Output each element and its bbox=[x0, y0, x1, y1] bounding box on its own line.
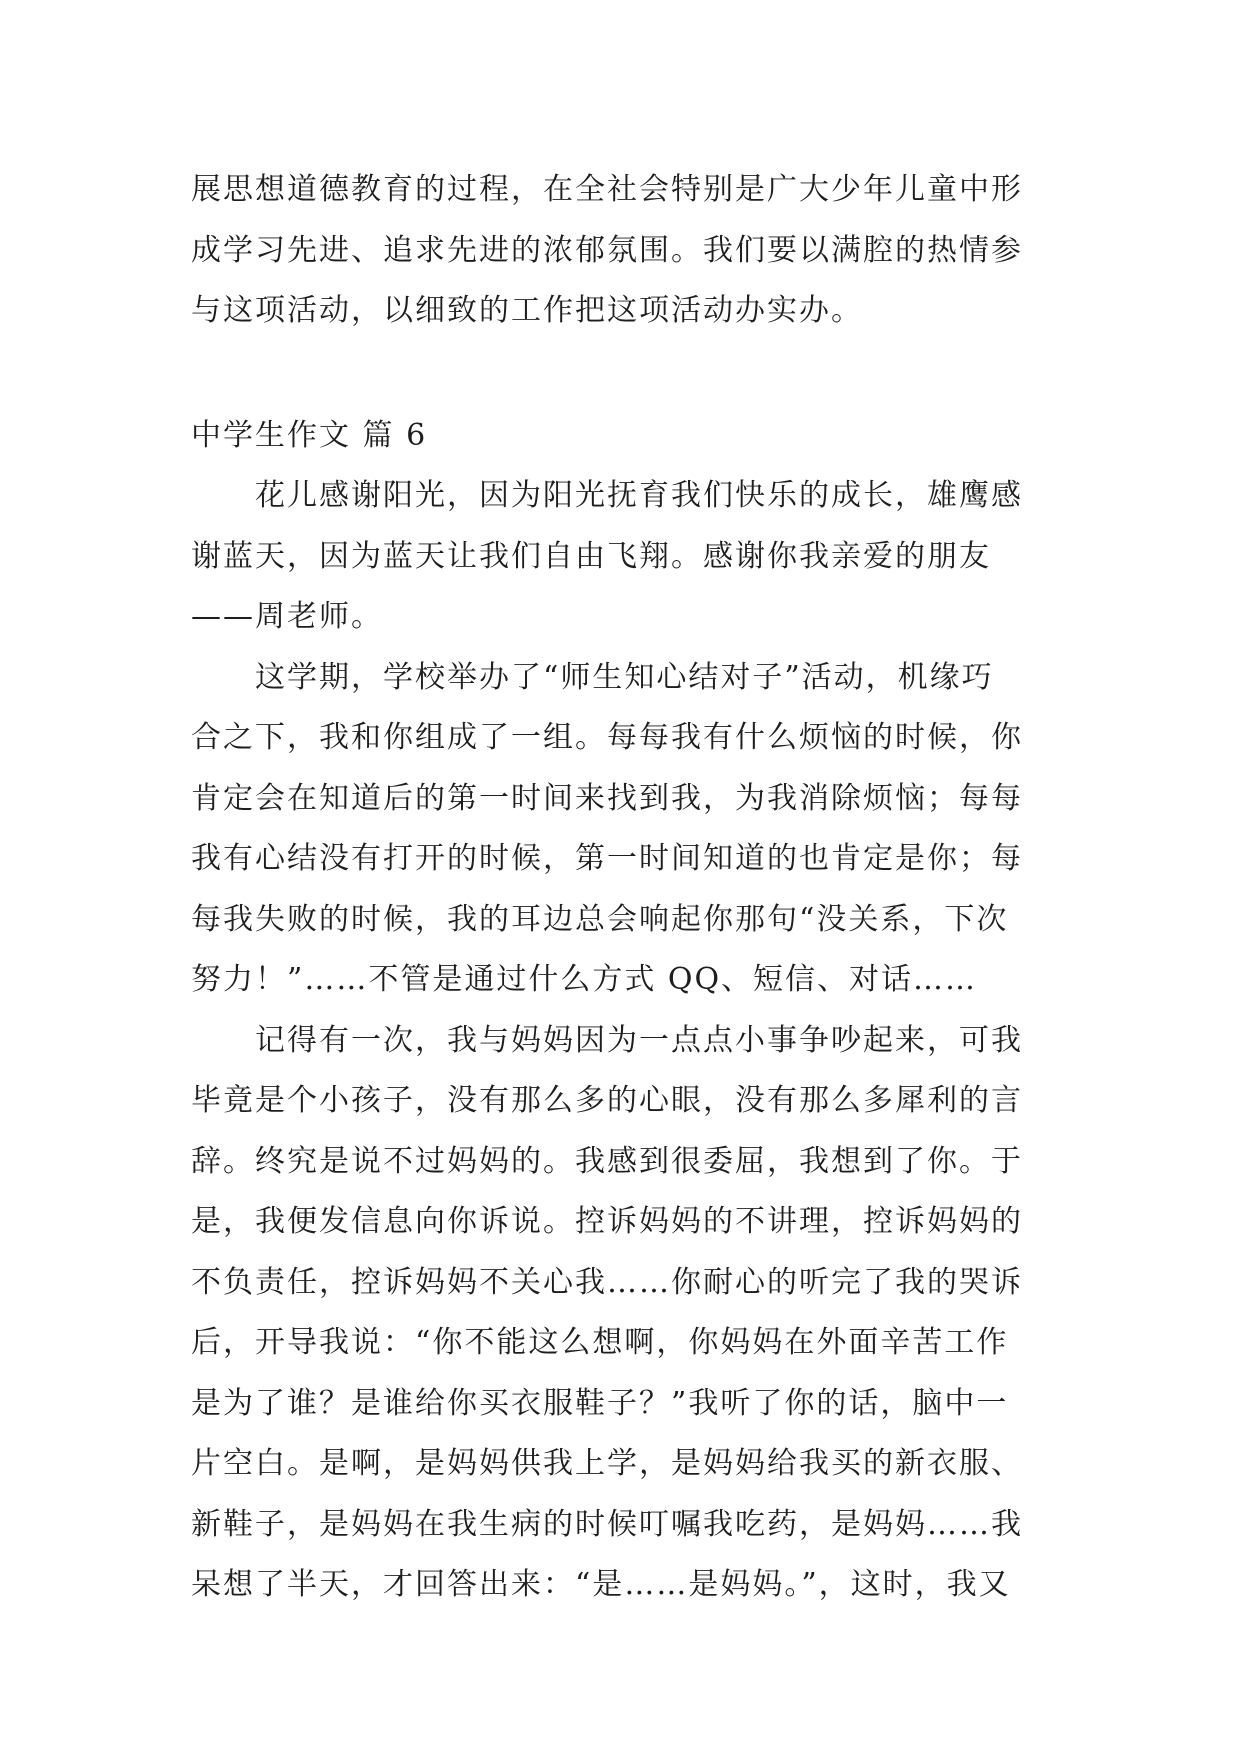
text-line: 努力！”……不管是通过什么方式 QQ、短信、对话…… bbox=[191, 962, 978, 997]
text-line: 谢蓝天，因为蓝天让我们自由飞翔。感谢你我亲爱的朋友 bbox=[191, 538, 991, 574]
section-spacer bbox=[191, 342, 1061, 406]
section-title: 中学生作文 篇 6 bbox=[191, 417, 428, 453]
paragraph-2 bbox=[191, 648, 1061, 1011]
text-line: 记得有一次，我与妈妈因为一点点小事争吵起来，可我 bbox=[255, 1022, 1023, 1058]
text-line: 是，我便发信息向你诉说。控诉妈妈的不讲理，控诉妈妈的 bbox=[191, 1204, 1023, 1239]
text-line: 花儿感谢阳光，因为阳光抚育我们快乐的成长，雄鹰感 bbox=[255, 478, 1023, 513]
text-line: 合之下，我和你组成了一组。每每我有什么烦恼的时候，你 bbox=[191, 720, 1023, 755]
text-line: 新鞋子，是妈妈在我生病的时候叮嘱我吃药，是妈妈……我 bbox=[191, 1506, 1023, 1542]
text-line: 不负责任，控诉妈妈不关心我……你耐心的听完了我的哭诉 bbox=[191, 1264, 1023, 1300]
text-line: 每我失败的时候，我的耳边总会响起你那句“没关系，下次 bbox=[191, 901, 1009, 937]
text-line: 是为了谁？是谁给你买衣服鞋子？”我听了你的话，脑中一 bbox=[191, 1385, 1009, 1421]
text-line: 我有心结没有打开的时候，第一时间知道的也肯定是你；每 bbox=[191, 841, 1023, 876]
text-line: 后，开导我说：“你不能这么想啊，你妈妈在外面辛苦工作 bbox=[191, 1325, 1009, 1360]
text-line: 这学期，学校举办了“师生知心结对子”活动，机缘巧 bbox=[255, 659, 994, 695]
text-line: 肯定会在知道后的第一时间来找到我，为我消除烦恼；每每 bbox=[191, 780, 1023, 816]
text-line: 成学习先进、追求先进的浓郁氛围。我们要以满腔的热情参 bbox=[191, 232, 1023, 268]
text-line: 毕竟是个小孩子，没有那么多的心眼，没有那么多犀利的言 bbox=[191, 1083, 1023, 1118]
text-line: 与这项活动，以细致的工作把这项活动办实办。 bbox=[191, 293, 863, 328]
text-line: ——周老师。 bbox=[191, 599, 383, 634]
paragraph-1 bbox=[191, 466, 1061, 648]
paragraph-3 bbox=[191, 1011, 1061, 1616]
text-line: 展思想道德教育的过程，在全社会特别是广大少年儿童中形 bbox=[191, 172, 1023, 207]
text-line: 片空白。是啊，是妈妈供我上学，是妈妈给我买的新衣服、 bbox=[191, 1446, 1023, 1481]
text-line: 辞。终究是说不过妈妈的。我感到很委屈，我想到了你。于 bbox=[191, 1143, 1023, 1179]
document-body bbox=[191, 160, 1061, 1616]
text-line: 呆想了半天，才回答出来：“是……是妈妈。”，这时，我又 bbox=[191, 1567, 1011, 1602]
intro-paragraph bbox=[191, 160, 1061, 342]
